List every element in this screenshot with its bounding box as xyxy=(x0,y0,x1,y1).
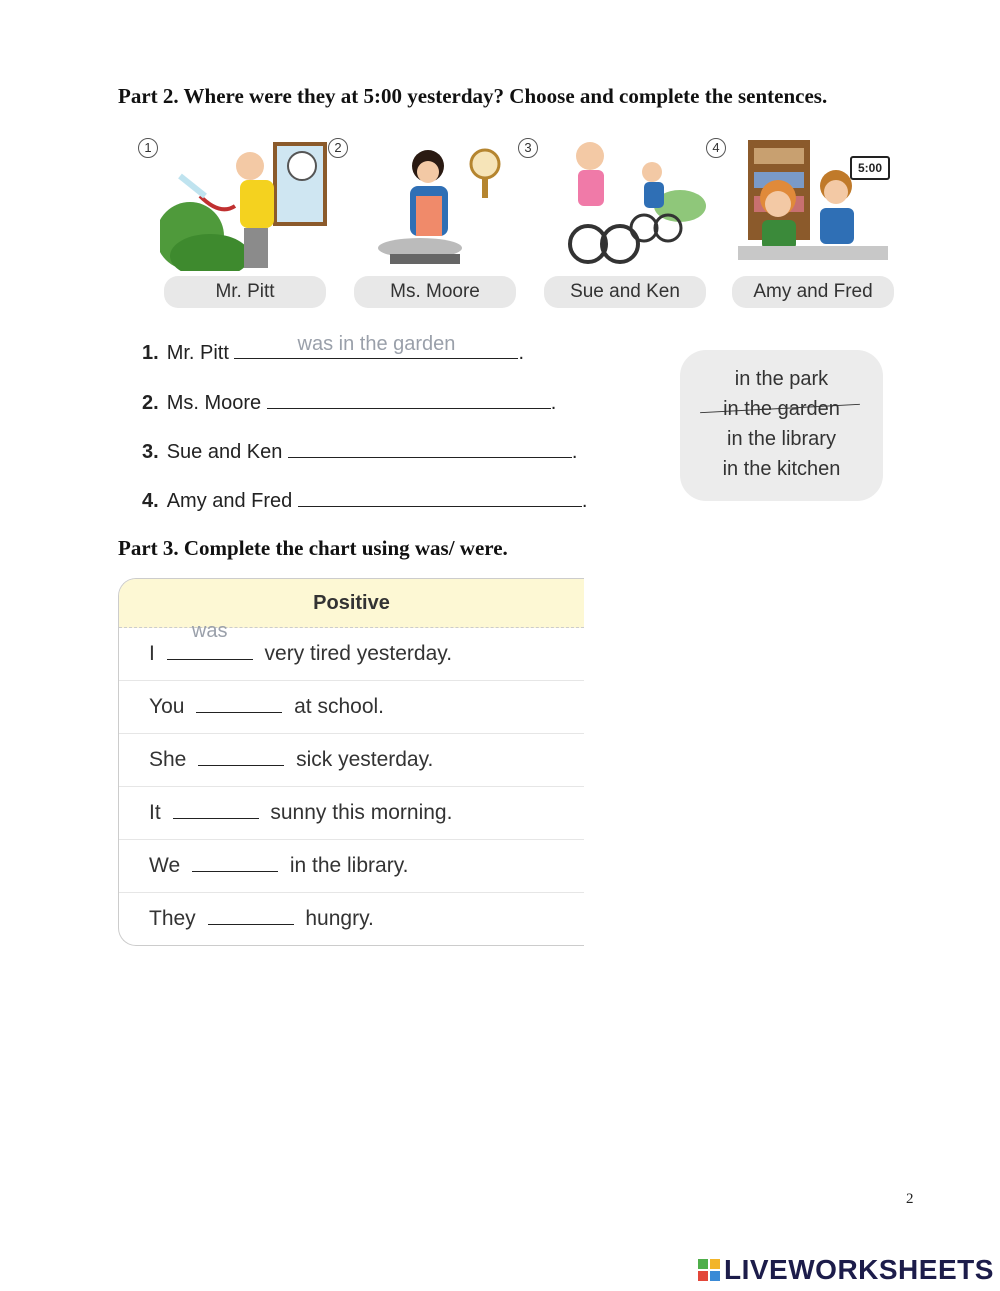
picture-ms-moore xyxy=(334,136,540,308)
sentence-subject: Mr. Pitt xyxy=(166,342,229,364)
chart-row xyxy=(119,787,584,840)
cycling-illustration xyxy=(540,136,710,271)
part2-heading: Part 2. Where were they at 5:00 yesterday? Choose and complete the sentences. xyxy=(118,84,828,108)
row-rest: sick yesterday. xyxy=(296,748,434,771)
sentence-subject: Amy and Fred xyxy=(166,490,293,512)
sentence-end: . xyxy=(518,342,525,364)
sentence-number: 1. xyxy=(142,342,159,364)
picture-number: 2 xyxy=(328,138,348,158)
sentence-2 xyxy=(142,386,556,415)
sentence-end: . xyxy=(581,490,588,512)
liveworksheets-logo xyxy=(698,1255,994,1285)
was-were-chart xyxy=(118,578,584,946)
sentence-3 xyxy=(142,435,577,464)
answer-field[interactable] xyxy=(167,620,253,660)
answer-field[interactable] xyxy=(198,743,284,766)
answer-field[interactable] xyxy=(192,849,278,872)
answer-field[interactable] xyxy=(208,902,294,925)
name-label: Mr. Pitt xyxy=(164,276,326,308)
row-subject: I xyxy=(149,642,155,665)
sentence-number: 3. xyxy=(142,441,159,463)
picture-number: 4 xyxy=(706,138,726,158)
word-option: in the park xyxy=(734,368,829,390)
answer-text: was xyxy=(191,620,228,642)
picture-mr-pitt xyxy=(144,136,350,308)
row-rest: at school. xyxy=(294,695,385,718)
sentence-number: 2. xyxy=(142,392,159,414)
gardener-illustration xyxy=(160,136,330,271)
name-label: Sue and Ken xyxy=(544,276,706,308)
word-option-used: in the garden xyxy=(723,398,840,420)
cooking-illustration xyxy=(350,136,520,271)
chart-row xyxy=(119,620,584,681)
word-box xyxy=(680,350,883,501)
chart-row xyxy=(119,734,584,787)
row-rest: hungry. xyxy=(305,907,374,930)
row-rest: in the library. xyxy=(289,854,409,877)
chart-row xyxy=(119,840,584,893)
picture-amy-and-fred xyxy=(712,136,918,308)
answer-field[interactable] xyxy=(267,386,551,409)
clock-sign: 5:00 xyxy=(850,156,890,180)
part3-heading: Part 3. Complete the chart using was/ were. xyxy=(118,536,508,560)
sentence-number: 4. xyxy=(142,490,159,512)
answer-field[interactable] xyxy=(288,435,572,458)
answer-text: was in the garden xyxy=(297,333,456,355)
word-option: in the library xyxy=(727,428,836,450)
row-subject: It xyxy=(149,801,161,824)
logo-icon xyxy=(698,1259,720,1281)
row-rest: very tired yesterday. xyxy=(264,642,453,665)
sentence-end: . xyxy=(571,441,578,463)
page-number: 2 xyxy=(906,1191,914,1207)
answer-field[interactable] xyxy=(234,333,518,359)
row-subject: You xyxy=(149,695,185,718)
row-rest: sunny this morning. xyxy=(270,801,453,824)
row-subject: They xyxy=(149,907,196,930)
sentence-end: . xyxy=(550,392,557,414)
chart-row xyxy=(119,681,584,734)
answer-field[interactable] xyxy=(298,484,582,507)
sentence-4 xyxy=(142,484,587,513)
row-subject: She xyxy=(149,748,187,771)
answer-field[interactable] xyxy=(173,796,259,819)
name-label: Amy and Fred xyxy=(732,276,894,308)
sentence-subject: Ms. Moore xyxy=(166,392,262,414)
chart-header: Positive xyxy=(119,579,584,628)
logo-text: LIVEWORKSHEETS xyxy=(724,1254,994,1285)
picture-number: 3 xyxy=(518,138,538,158)
row-subject: We xyxy=(149,854,181,877)
chart-row xyxy=(119,893,584,945)
answer-field[interactable] xyxy=(196,690,282,713)
sentence-subject: Sue and Ken xyxy=(166,441,283,463)
picture-sue-and-ken xyxy=(524,136,730,308)
name-label: Ms. Moore xyxy=(354,276,516,308)
sentence-1 xyxy=(142,333,525,365)
word-option: in the kitchen xyxy=(722,458,841,480)
picture-number: 1 xyxy=(138,138,158,158)
